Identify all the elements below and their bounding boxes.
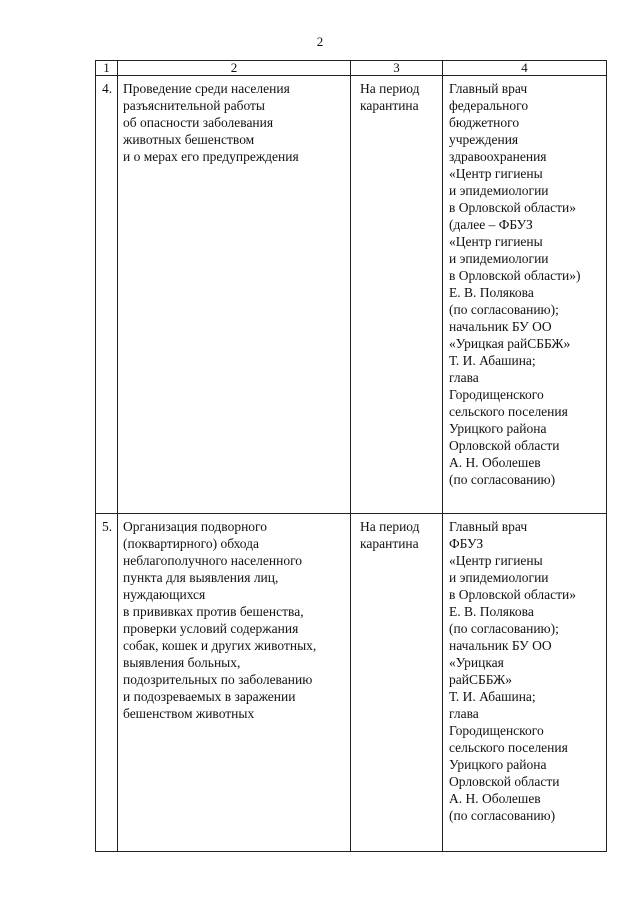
text-line: А. Н. Оболешев: [449, 791, 541, 806]
text-line: сельского поселения: [449, 740, 568, 755]
text-line: в Орловской области»): [449, 268, 581, 283]
text-line: и эпидемиологии: [449, 251, 549, 266]
text-line: (по согласованию): [449, 472, 556, 487]
responsible-cell: [443, 76, 607, 514]
text-line: А. Н. Оболешев: [449, 455, 541, 470]
text-line: пункта для выявления лиц,: [123, 570, 279, 585]
text-line: Урицкого района: [449, 757, 547, 772]
text-line: райСББЖ»: [449, 672, 512, 687]
text-line: (далее – ФБУЗ: [449, 217, 533, 232]
responsible-cell: [443, 514, 607, 852]
text-line: (поквартирного) обхода: [123, 536, 260, 551]
table-row: [96, 76, 607, 514]
text-line: нуждающихся: [123, 587, 206, 602]
text-line: начальник БУ ОО: [449, 319, 552, 334]
text-line: карантина: [360, 536, 419, 551]
text-line: карантина: [360, 98, 419, 113]
text-line: бюджетного: [449, 115, 520, 130]
text-line: (по согласованию);: [449, 302, 559, 317]
text-line: собак, кошек и других животных,: [123, 638, 317, 653]
text-line: Проведение среди населения: [123, 81, 290, 96]
text-line: «Центр гигиены: [449, 166, 543, 181]
text-line: Т. И. Абашина;: [449, 353, 536, 368]
table-row: [96, 514, 607, 852]
text-line: «Центр гигиены: [449, 553, 543, 568]
text-line: выявления больных,: [123, 655, 241, 670]
text-line: сельского поселения: [449, 404, 568, 419]
text-line: Т. И. Абашина;: [449, 689, 536, 704]
text-line: в Орловской области»: [449, 587, 576, 602]
text-line: (по согласованию);: [449, 621, 559, 636]
column-number-4: 4: [443, 61, 607, 76]
text-line: разъяснительной работы: [123, 98, 265, 113]
text-line: «Урицкая: [449, 655, 504, 670]
text-line: (по согласованию): [449, 808, 556, 823]
text-line: На период: [360, 519, 420, 534]
row-number: 5.: [96, 514, 118, 852]
text-line: Главный врач: [449, 519, 528, 534]
text-line: глава: [449, 370, 479, 385]
text-line: бешенством животных: [123, 706, 255, 721]
column-number-2: 2: [118, 61, 351, 76]
text-line: Е. В. Полякова: [449, 604, 534, 619]
text-line: ФБУЗ: [449, 536, 484, 551]
text-line: в Орловской области»: [449, 200, 576, 215]
text-line: об опасности заболевания: [123, 115, 274, 130]
text-line: животных бешенством: [123, 132, 255, 147]
text-line: Орловской области: [449, 774, 560, 789]
column-number-1: 1: [96, 61, 118, 76]
text-line: Городищенского: [449, 723, 544, 738]
text-line: и подозреваемых в заражении: [123, 689, 296, 704]
text-line: На период: [360, 81, 420, 96]
text-line: здравоохранения: [449, 149, 547, 164]
text-line: и эпидемиологии: [449, 570, 549, 585]
activity-cell: [118, 76, 351, 514]
text-line: федерального: [449, 98, 529, 113]
text-line: Е. В. Полякова: [449, 285, 534, 300]
text-line: учреждения: [449, 132, 519, 147]
text-line: Главный врач: [449, 81, 528, 96]
text-line: «Урицкая райСББЖ»: [449, 336, 571, 351]
text-line: Организация подворного: [123, 519, 267, 534]
text-line: Орловской области: [449, 438, 560, 453]
text-line: «Центр гигиены: [449, 234, 543, 249]
text-line: и эпидемиологии: [449, 183, 549, 198]
text-line: начальник БУ ОО: [449, 638, 552, 653]
table-header-row: [96, 61, 607, 76]
text-line: проверки условий содержания: [123, 621, 299, 636]
text-line: подозрительных по заболеванию: [123, 672, 313, 687]
text-line: Урицкого района: [449, 421, 547, 436]
column-number-3: 3: [351, 61, 443, 76]
text-line: и о мерах его предупреждения: [123, 149, 299, 164]
text-line: Городищенского: [449, 387, 544, 402]
text-line: неблагополучного населенного: [123, 553, 303, 568]
page-number: 2: [316, 34, 324, 49]
measures-table: [95, 60, 607, 852]
activity-cell: [118, 514, 351, 852]
text-line: в прививках против бешенства,: [123, 604, 304, 619]
period-cell: [351, 514, 443, 852]
period-cell: [351, 76, 443, 514]
row-number: 4.: [96, 76, 118, 514]
text-line: глава: [449, 706, 479, 721]
